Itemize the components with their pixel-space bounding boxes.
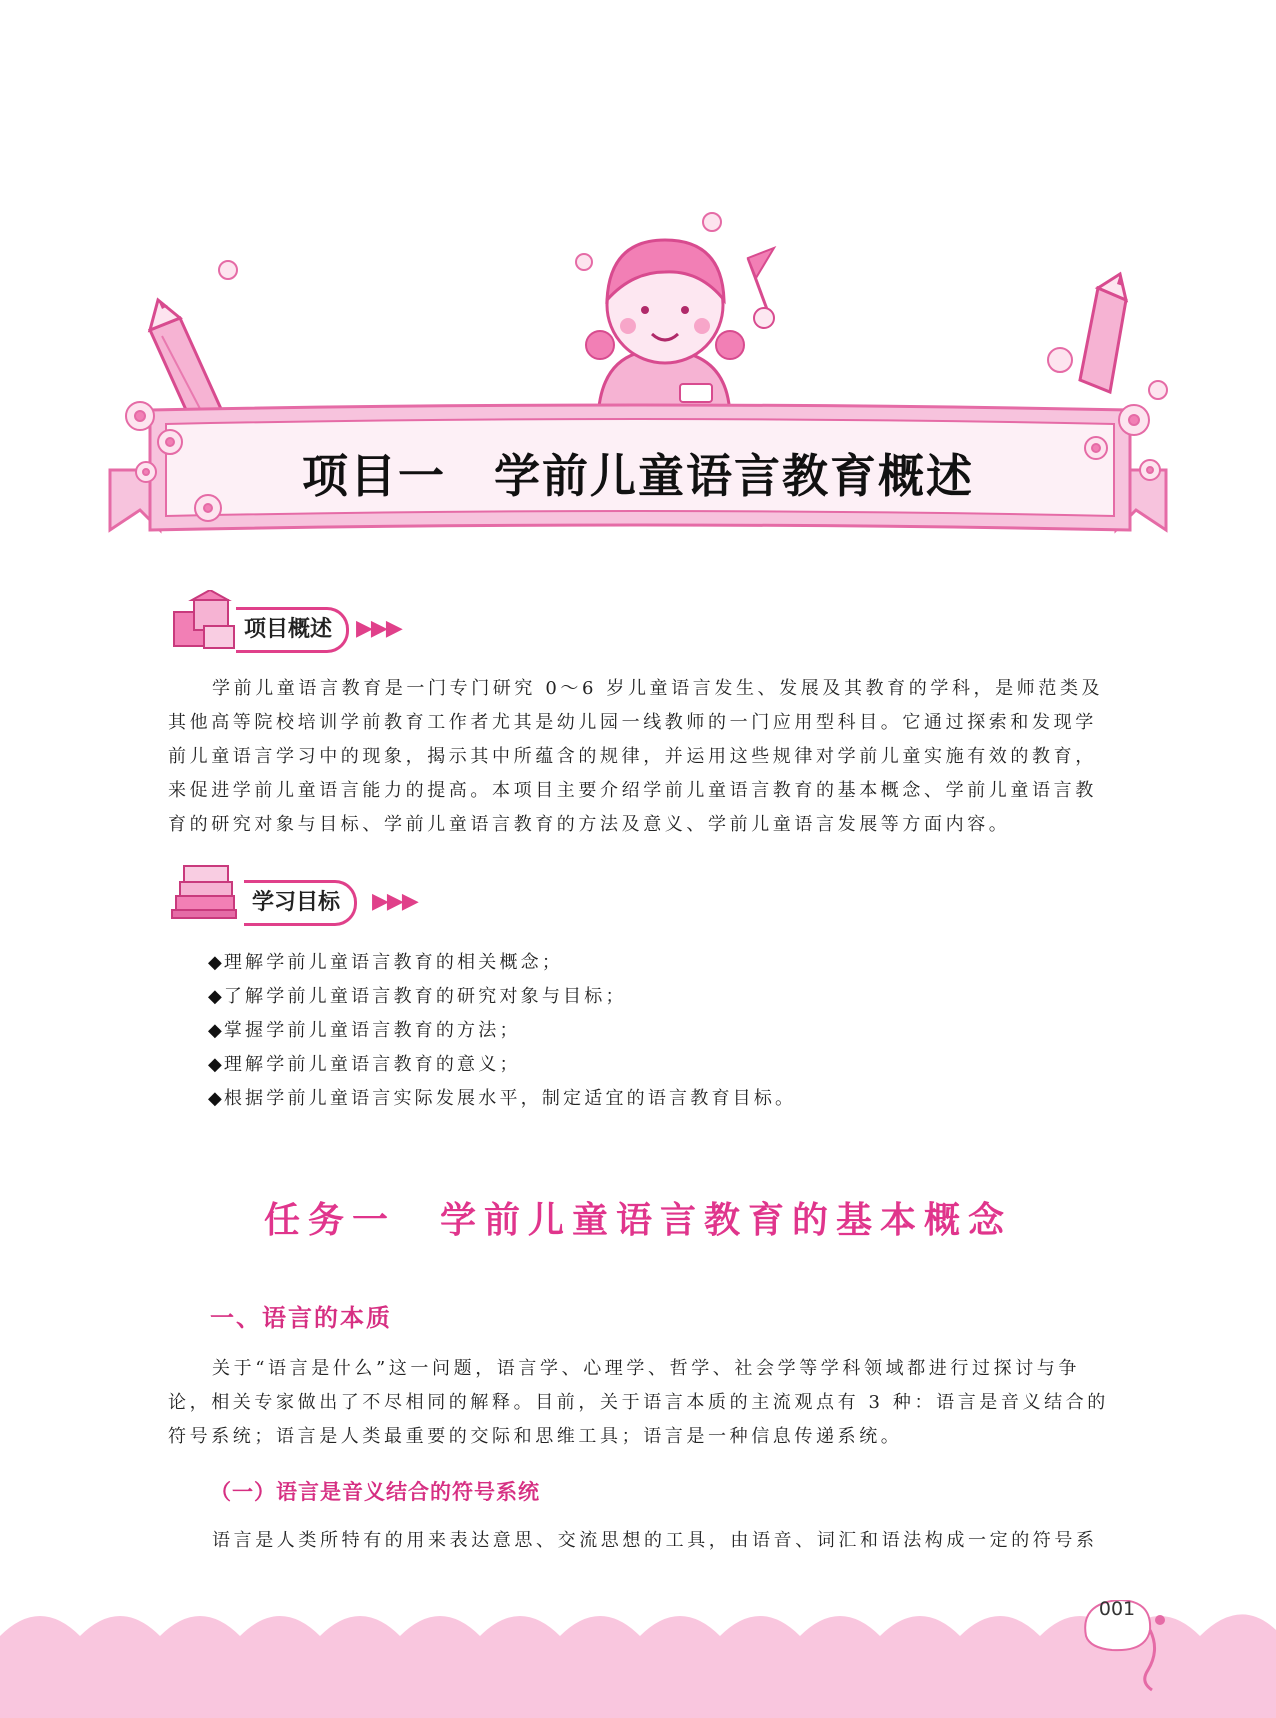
sub-paragraph <box>168 1524 1110 1558</box>
list-item <box>208 980 796 1014</box>
objectives-label: 学习目标 <box>244 880 357 926</box>
right-pencil-icon <box>1080 274 1126 392</box>
page-number: 001 <box>1098 1598 1136 1620</box>
paragraph-line: 来促进学前儿童语言能力的提高。本项目主要介绍学前儿童语言教育的基本概念、学前儿童语言教 <box>168 780 1097 801</box>
house-blocks-icon <box>168 590 240 654</box>
paragraph-line: 学前儿童语言教育是一门专门研究 0～6 岁儿童语言发生、发展及其教育的学科，是师范类及 <box>212 678 1104 699</box>
overview-paragraph <box>168 672 1110 842</box>
paragraph-line: 符号系统；语言是人类最重要的交际和思维工具；语言是一种信息传递系统。 <box>168 1426 903 1447</box>
paragraph-line: 前儿童语言学习中的现象，揭示其中所蕴含的规律，并运用这些规律对学前儿童实施有效的教育， <box>168 746 1097 767</box>
diamond-bullet-icon: ◆ <box>208 1020 222 1041</box>
objective-text: 理解学前儿童语言教育的相关概念； <box>223 952 564 973</box>
diamond-bullet-icon: ◆ <box>208 952 222 973</box>
paragraph-line: 育的研究对象与目标、学前儿童语言教育的方法及意义、学前儿童语言发展等方面内容。 <box>168 814 1011 835</box>
list-item <box>208 1048 796 1082</box>
overview-label: 项目概述 <box>236 607 349 653</box>
objectives-list <box>208 946 796 1116</box>
list-item <box>208 1082 796 1116</box>
overview-arrows-icon: ▶▶▶ <box>356 616 401 641</box>
diamond-bullet-icon: ◆ <box>208 986 222 1007</box>
scalloped-footer <box>0 1600 1276 1718</box>
paragraph-line: 其他高等院校培训学前教育工作者尤其是幼儿园一线教师的一门应用型科目。它通过探索和发现学 <box>168 712 1097 733</box>
objective-text: 理解学前儿童语言教育的意义； <box>223 1054 521 1075</box>
list-item <box>208 946 796 980</box>
books-icon <box>168 860 240 924</box>
objective-text: 了解学前儿童语言教育的研究对象与目标； <box>223 986 627 1007</box>
paragraph-line: 论，相关专家做出了不尽相同的解释。目前，关于语言本质的主流观点有 3 种：语言是音义结合的 <box>168 1392 1109 1413</box>
list-item <box>208 1014 796 1048</box>
objective-text: 根据学前儿童语言实际发展水平，制定适宜的语言教育目标。 <box>223 1088 797 1109</box>
section-paragraph <box>168 1352 1110 1454</box>
task-title: 任务一 学前儿童语言教育的基本概念 <box>263 1200 1012 1241</box>
girl-mascot-icon <box>586 240 774 420</box>
project-title: 项目一 学前儿童语言教育概述 <box>302 449 974 503</box>
diamond-bullet-icon: ◆ <box>208 1054 222 1075</box>
paragraph-line: 关于“语言是什么”这一问题，语言学、心理学、哲学、社会学等学科领域都进行过探讨与争 <box>212 1358 1080 1379</box>
sub-heading: （一）语言是音义结合的符号系统 <box>210 1479 540 1504</box>
objectives-arrows-icon: ▶▶▶ <box>372 889 417 914</box>
paragraph-line: 语言是人类所特有的用来表达意思、交流思想的工具，由语音、词汇和语法构成一定的符号系 <box>212 1530 1098 1551</box>
objective-text: 掌握学前儿童语言教育的方法； <box>223 1020 521 1041</box>
diamond-bullet-icon: ◆ <box>208 1088 222 1109</box>
section-heading: 一、语言的本质 <box>210 1304 392 1332</box>
